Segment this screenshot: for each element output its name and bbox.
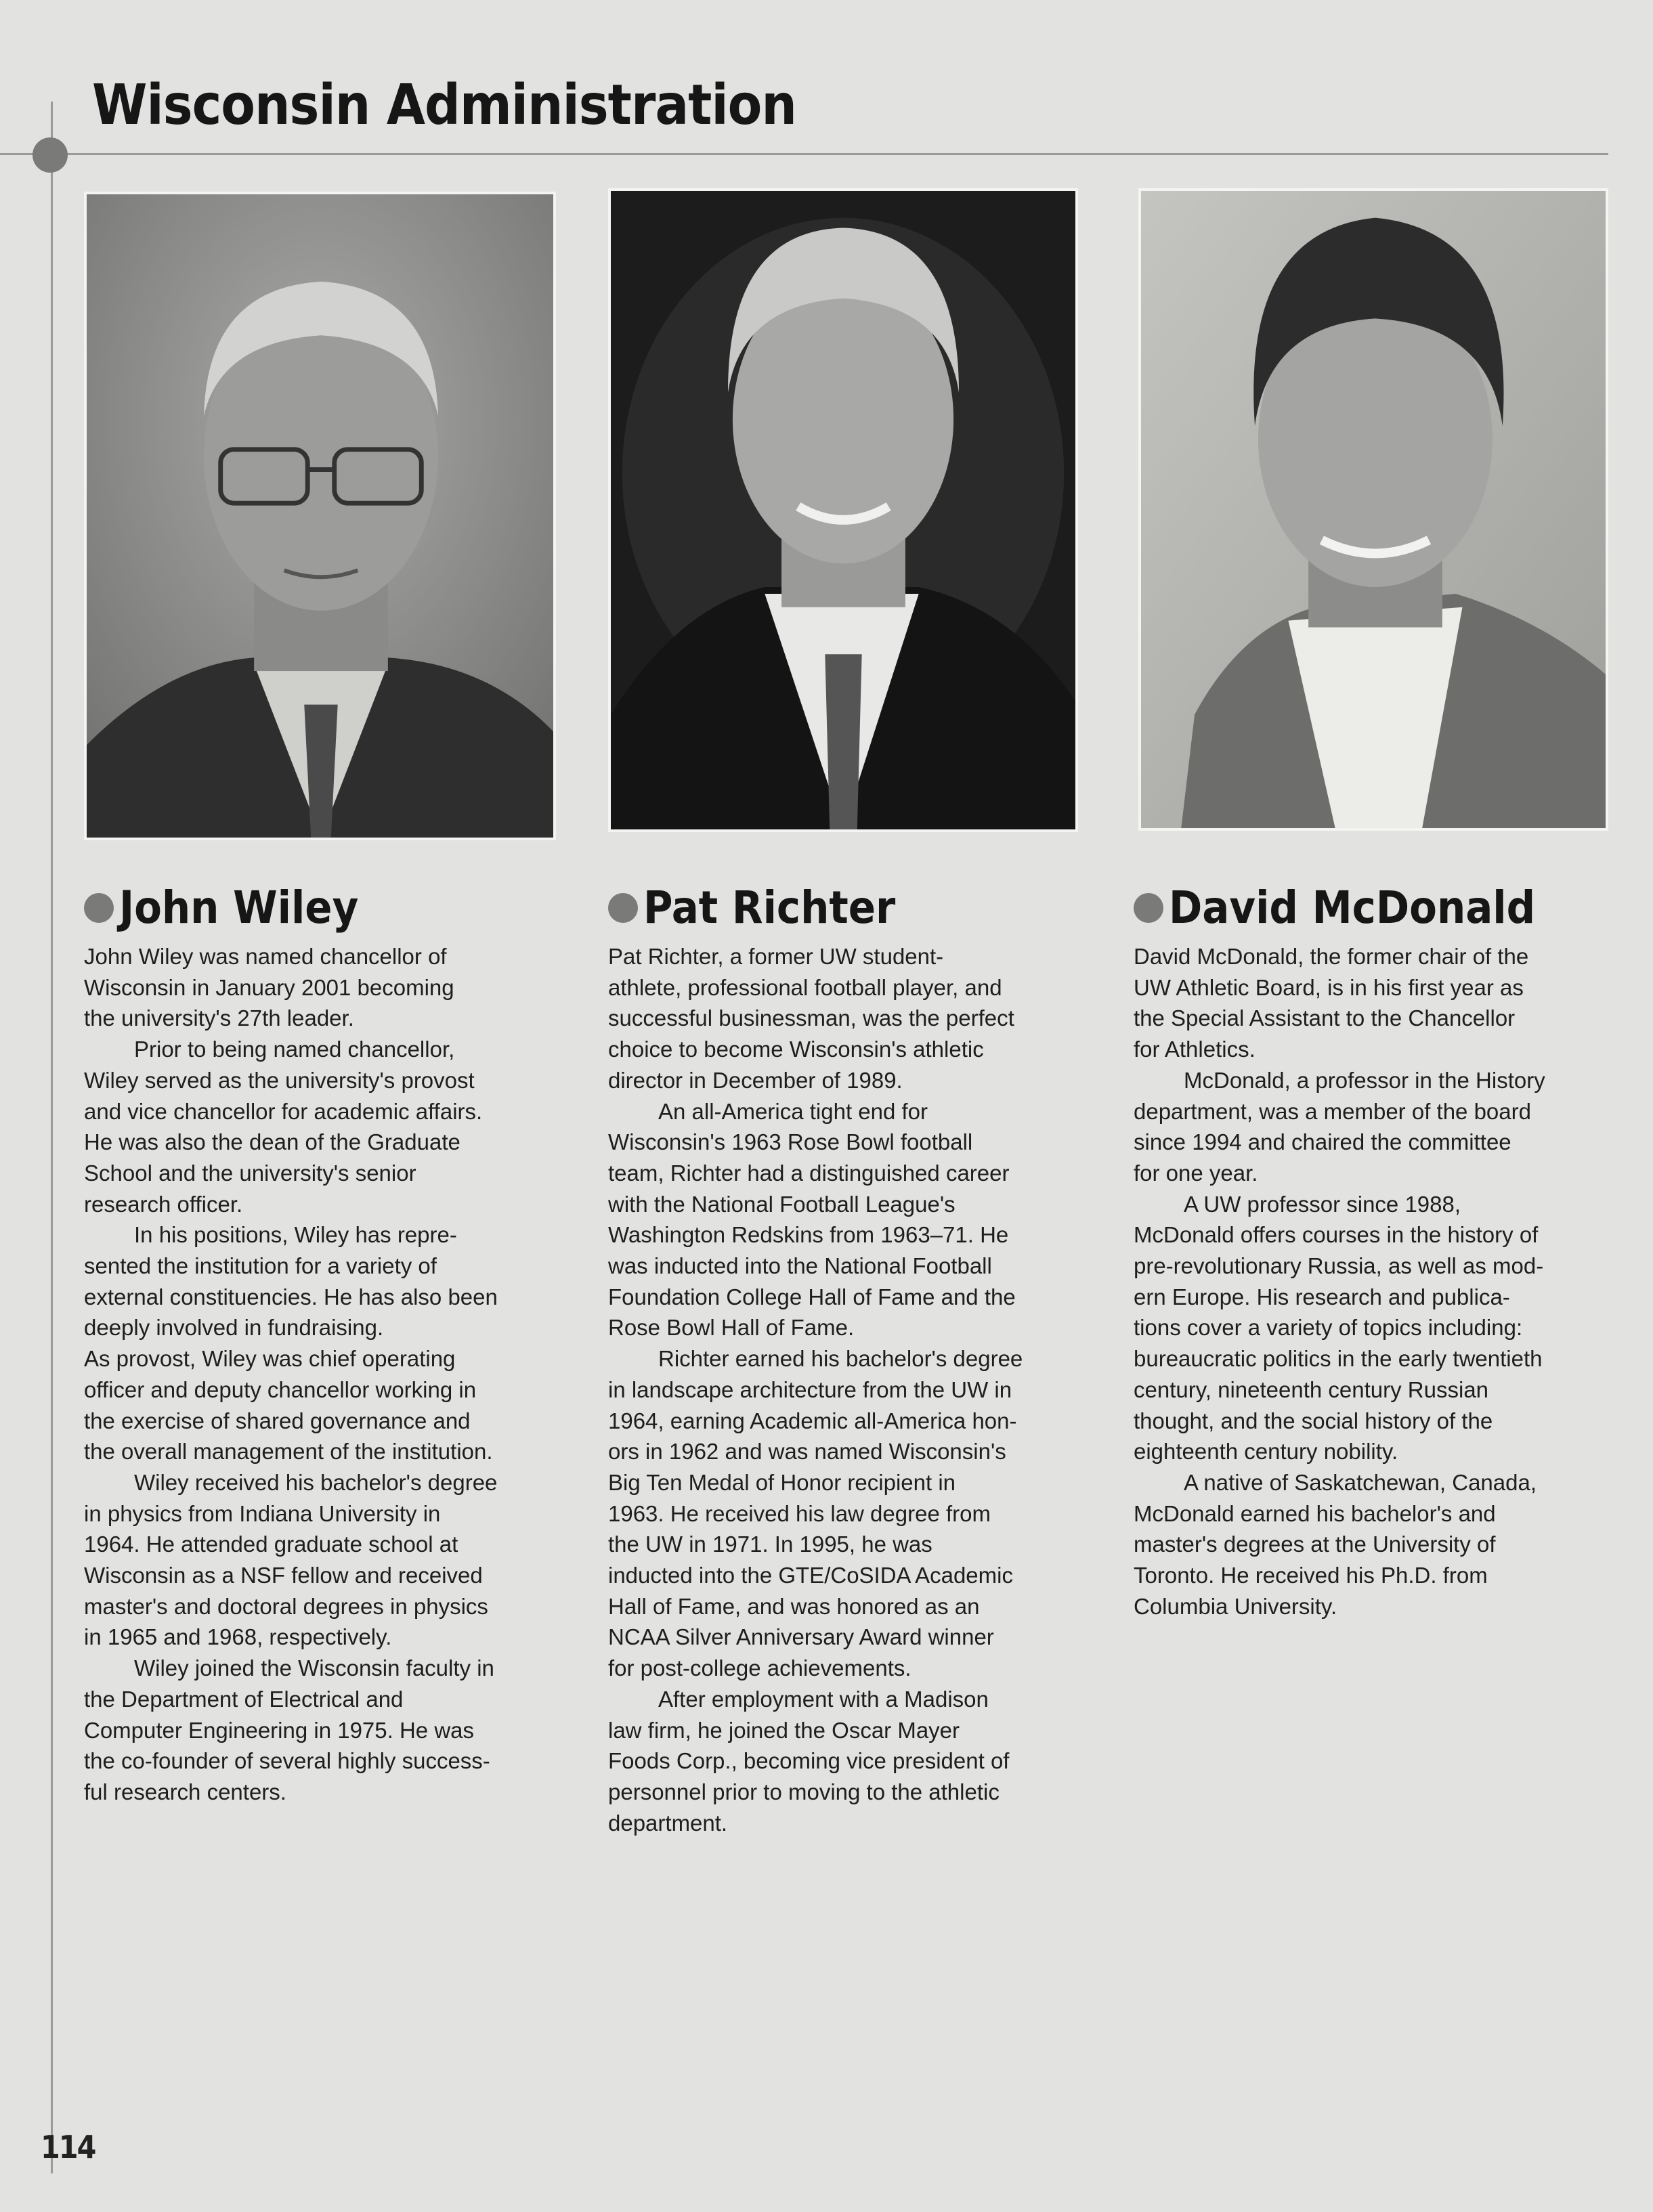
bullet-dot-icon: [84, 893, 114, 923]
bio-line: sented the institution for a variety of: [84, 1253, 437, 1279]
bio-line: since 1994 and chaired the committee: [1134, 1129, 1511, 1155]
bio-line: In his positions, Wiley has repre-: [134, 1222, 457, 1248]
bio-line: the exercise of shared governance and: [84, 1408, 471, 1433]
bio-line: 1964, earning Academic all-America hon-: [608, 1408, 1017, 1433]
person-name: John Wiley: [119, 882, 359, 934]
bio-line: in physics from Indiana University in: [84, 1500, 441, 1526]
bio-line: After employment with a Madison: [658, 1686, 989, 1712]
bio-line: McDonald offers courses in the history of: [1134, 1222, 1539, 1248]
bio-line: in landscape architecture from the UW in: [608, 1376, 1012, 1402]
bio-line: department, was a member of the board: [1134, 1098, 1531, 1124]
bio-line: Toronto. He received his Ph.D. from: [1134, 1563, 1488, 1588]
bio-line: 1963. He received his law degree from: [608, 1500, 991, 1526]
bio-pat-richter: [608, 880, 1082, 1838]
bio-line: Wisconsin's 1963 Rose Bowl football: [608, 1129, 973, 1155]
bio-line: Hall of Fame, and was honored as an: [608, 1593, 980, 1619]
bio-line: for post-college achievements.: [608, 1655, 911, 1681]
bio-line: School and the university's senior: [84, 1160, 416, 1186]
bio-line: inducted into the GTE/CoSIDA Academic: [608, 1563, 1013, 1588]
bio-line: eighteenth century nobility.: [1134, 1439, 1398, 1465]
bio-line: Wisconsin in January 2001 becoming: [84, 974, 454, 1000]
bio-line: research officer.: [84, 1191, 243, 1217]
bio-line: Computer Engineering in 1975. He was: [84, 1717, 475, 1743]
bullet-dot-icon: [1134, 893, 1163, 923]
bio-line: Pat Richter, a former UW student-: [608, 944, 944, 969]
photo-john-wiley: [84, 192, 556, 840]
bio-line: Big Ten Medal of Honor recipient in: [608, 1469, 956, 1495]
bio-line: pre-revolutionary Russia, as well as mod-: [1134, 1253, 1544, 1279]
bio-line: Wiley received his bachelor's degree: [134, 1469, 498, 1495]
bio-line: Washington Redskins from 1963–71. He: [608, 1222, 1009, 1248]
horizontal-rule: [0, 153, 1608, 155]
bio-line: and vice chancellor for academic affairs.: [84, 1098, 483, 1124]
bio-line: tions cover a variety of topics including:: [1134, 1315, 1523, 1341]
bio-line: successful businessman, was the perfect: [608, 1005, 1014, 1031]
bio-line: McDonald earned his bachelor's and: [1134, 1500, 1496, 1526]
bio-line: Columbia University.: [1134, 1593, 1337, 1619]
bio-line: team, Richter had a distinguished career: [608, 1160, 1010, 1186]
bio-line: century, nineteenth century Russian: [1134, 1376, 1489, 1402]
bio-line: David McDonald, the former chair of the: [1134, 944, 1529, 969]
page-title: Wisconsin Administration: [92, 73, 796, 137]
bio-line: Foundation College Hall of Fame and the: [608, 1284, 1016, 1309]
bio-text: [1134, 941, 1621, 1622]
bio-john-wiley: [84, 880, 558, 1808]
page-number: 114: [41, 2129, 95, 2165]
bio-line: Richter earned his bachelor's degree: [658, 1346, 1023, 1372]
bio-line: deeply involved in fundraising.: [84, 1315, 384, 1341]
bio-line: the Department of Electrical and: [84, 1686, 404, 1712]
person-name: Pat Richter: [643, 882, 896, 934]
bio-line: for one year.: [1134, 1160, 1258, 1186]
bio-line: Wisconsin as a NSF fellow and received: [84, 1563, 483, 1588]
bio-line: the overall management of the institution.: [84, 1439, 493, 1465]
bio-line: ful research centers.: [84, 1779, 286, 1804]
bio-line: master's degrees at the University of: [1134, 1532, 1496, 1557]
bio-line: was inducted into the National Football: [608, 1253, 992, 1279]
bio-line: McDonald, a professor in the History: [1184, 1067, 1545, 1093]
bio-line: Wiley joined the Wisconsin faculty in: [134, 1655, 494, 1681]
bio-line: for Athletics.: [1134, 1037, 1255, 1062]
bullet-dot-icon: [608, 893, 638, 923]
rule-dot-icon: [33, 137, 68, 173]
bio-text: [84, 941, 558, 1808]
photo-pat-richter: [608, 188, 1078, 832]
bio-line: choice to become Wisconsin's athletic: [608, 1037, 984, 1062]
bio-line: Prior to being named chancellor,: [134, 1037, 455, 1062]
name-heading: [608, 880, 1082, 936]
bio-line: thought, and the social history of the: [1134, 1408, 1493, 1433]
photo-david-mcdonald: [1138, 188, 1608, 831]
bio-line: officer and deputy chancellor working in: [84, 1376, 477, 1402]
bio-line: As provost, Wiley was chief operating: [84, 1346, 456, 1372]
bio-david-mcdonald: [1134, 880, 1621, 1622]
name-heading: [1134, 880, 1621, 936]
bio-line: the co-founder of several highly success-: [84, 1748, 490, 1774]
bio-line: the university's 27th leader.: [84, 1005, 354, 1031]
bio-line: Wiley served as the university's provost: [84, 1067, 475, 1093]
bio-line: ors in 1962 and was named Wisconsin's: [608, 1439, 1006, 1465]
bio-line: NCAA Silver Anniversary Award winner: [608, 1624, 994, 1650]
bio-line: John Wiley was named chancellor of: [84, 944, 447, 969]
vertical-rule: [51, 102, 53, 2173]
bio-line: director in December of 1989.: [608, 1067, 903, 1093]
bio-line: ern Europe. His research and publica-: [1134, 1284, 1510, 1309]
bio-text: [608, 941, 1082, 1838]
bio-line: athlete, professional football player, and: [608, 974, 1002, 1000]
bio-line: department.: [608, 1810, 728, 1836]
bio-line: A UW professor since 1988,: [1184, 1191, 1461, 1217]
bio-line: personnel prior to moving to the athletic: [608, 1779, 1000, 1804]
bio-line: master's and doctoral degrees in physics: [84, 1593, 488, 1619]
bio-line: external constituencies. He has also been: [84, 1284, 498, 1309]
bio-line: He was also the dean of the Graduate: [84, 1129, 460, 1155]
bio-line: in 1965 and 1968, respectively.: [84, 1624, 392, 1650]
bio-line: A native of Saskatchewan, Canada,: [1184, 1469, 1537, 1495]
bio-line: with the National Football League's: [608, 1191, 956, 1217]
bio-line: An all-America tight end for: [658, 1098, 928, 1124]
bio-line: law firm, he joined the Oscar Mayer: [608, 1717, 960, 1743]
bio-line: Rose Bowl Hall of Fame.: [608, 1315, 855, 1341]
bio-line: the Special Assistant to the Chancellor: [1134, 1005, 1516, 1031]
bio-line: the UW in 1971. In 1995, he was: [608, 1532, 932, 1557]
bio-line: UW Athletic Board, is in his first year as: [1134, 974, 1524, 1000]
bio-line: bureaucratic politics in the early twentieth: [1134, 1346, 1543, 1372]
name-heading: [84, 880, 558, 936]
person-name: David McDonald: [1169, 882, 1536, 934]
bio-line: 1964. He attended graduate school at: [84, 1532, 458, 1557]
bio-line: Foods Corp., becoming vice president of: [608, 1748, 1010, 1774]
